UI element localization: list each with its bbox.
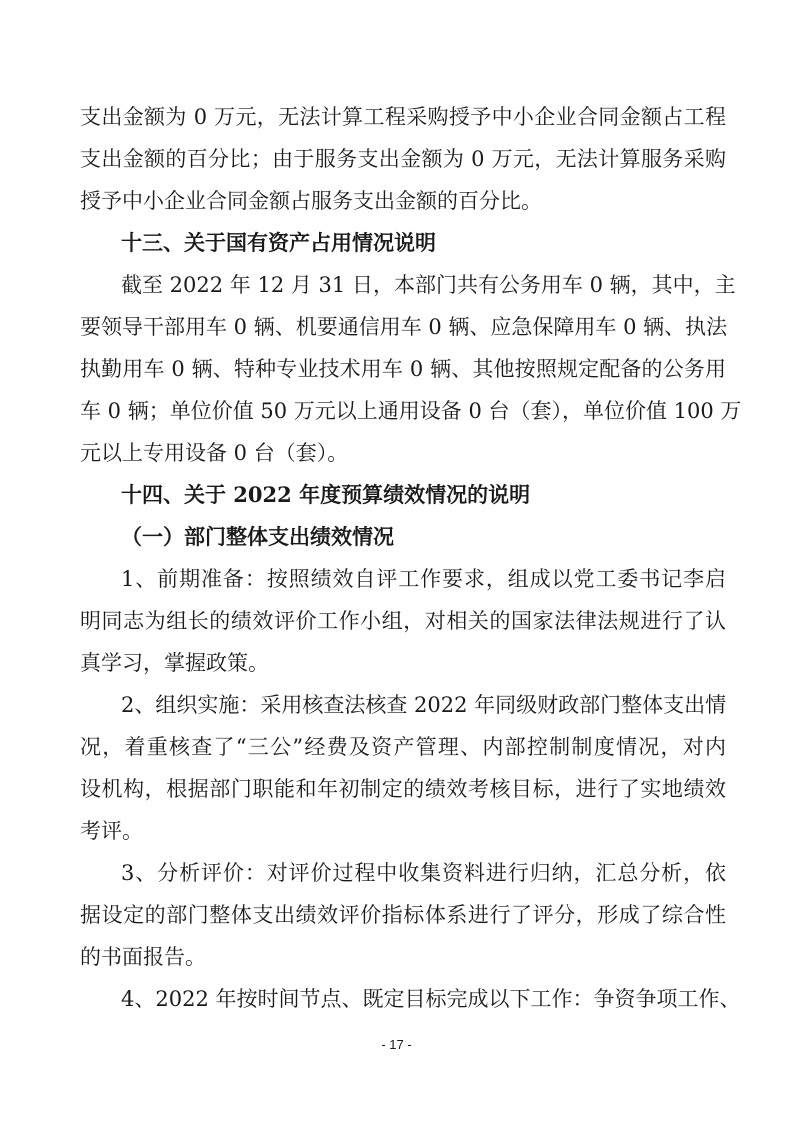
text-line: 考评。	[80, 819, 143, 843]
text-line: 况，着重核查了“三公”经费及资产管理、内部控制制度情况，对内	[80, 735, 726, 759]
text-line: 支出金额的百分比；由于服务支出金额为 0 万元，无法计算服务采购	[80, 147, 726, 171]
section-heading: 十三、关于国有资产占用情况说明	[121, 230, 436, 255]
text-line: 截至 2022 年 12 月 31 日，本部门共有公务用车 0 辆，其中，主	[121, 273, 736, 297]
document-body	[80, 96, 742, 1020]
text-line: 元以上专用设备 0 台（套）。	[80, 441, 349, 465]
text-line: 1、前期准备：按照绩效自评工作要求，组成以党工委书记李启	[121, 567, 726, 591]
page-number: - 17 -	[381, 1037, 412, 1052]
text-line: 授予中小企业合同金额占服务支出金额的百分比。	[80, 189, 542, 213]
text-line: 设机构，根据部门职能和年初制定的绩效考核目标，进行了实地绩效	[80, 777, 726, 801]
text-line: 要领导干部用车 0 辆、机要通信用车 0 辆、应急保障用车 0 辆、执法	[80, 315, 728, 339]
text-line: 真学习，掌握政策。	[80, 651, 269, 675]
text-line: 4、2022 年按时间节点、既定目标完成以下工作：争资争项工作、	[121, 987, 741, 1011]
section-heading: 十四、关于 2022 年度预算绩效情况的说明	[121, 482, 531, 507]
text-line: 支出金额为 0 万元，无法计算工程采购授予中小企业合同金额占工程	[80, 105, 726, 129]
text-line: 明同志为组长的绩效评价工作小组，对相关的国家法律法规进行了认	[80, 609, 726, 633]
text-line: 车 0 辆；单位价值 50 万元以上通用设备 0 台（套），单位价值 100 万	[80, 399, 742, 423]
section-heading: （一）部门整体支出绩效情况	[121, 524, 394, 549]
text-line: 的书面报告。	[80, 945, 206, 969]
text-line: 2、组织实施：采用核查法核查 2022 年同级财政部门整体支出情	[121, 693, 727, 717]
text-line: 3、分析评价：对评价过程中收集资料进行归纳，汇总分析，依	[121, 861, 726, 885]
text-line: 据设定的部门整体支出绩效评价指标体系进行了评分，形成了综合性	[80, 903, 726, 927]
text-line: 执勤用车 0 辆、特种专业技术用车 0 辆、其他按照规定配备的公务用	[80, 357, 726, 381]
